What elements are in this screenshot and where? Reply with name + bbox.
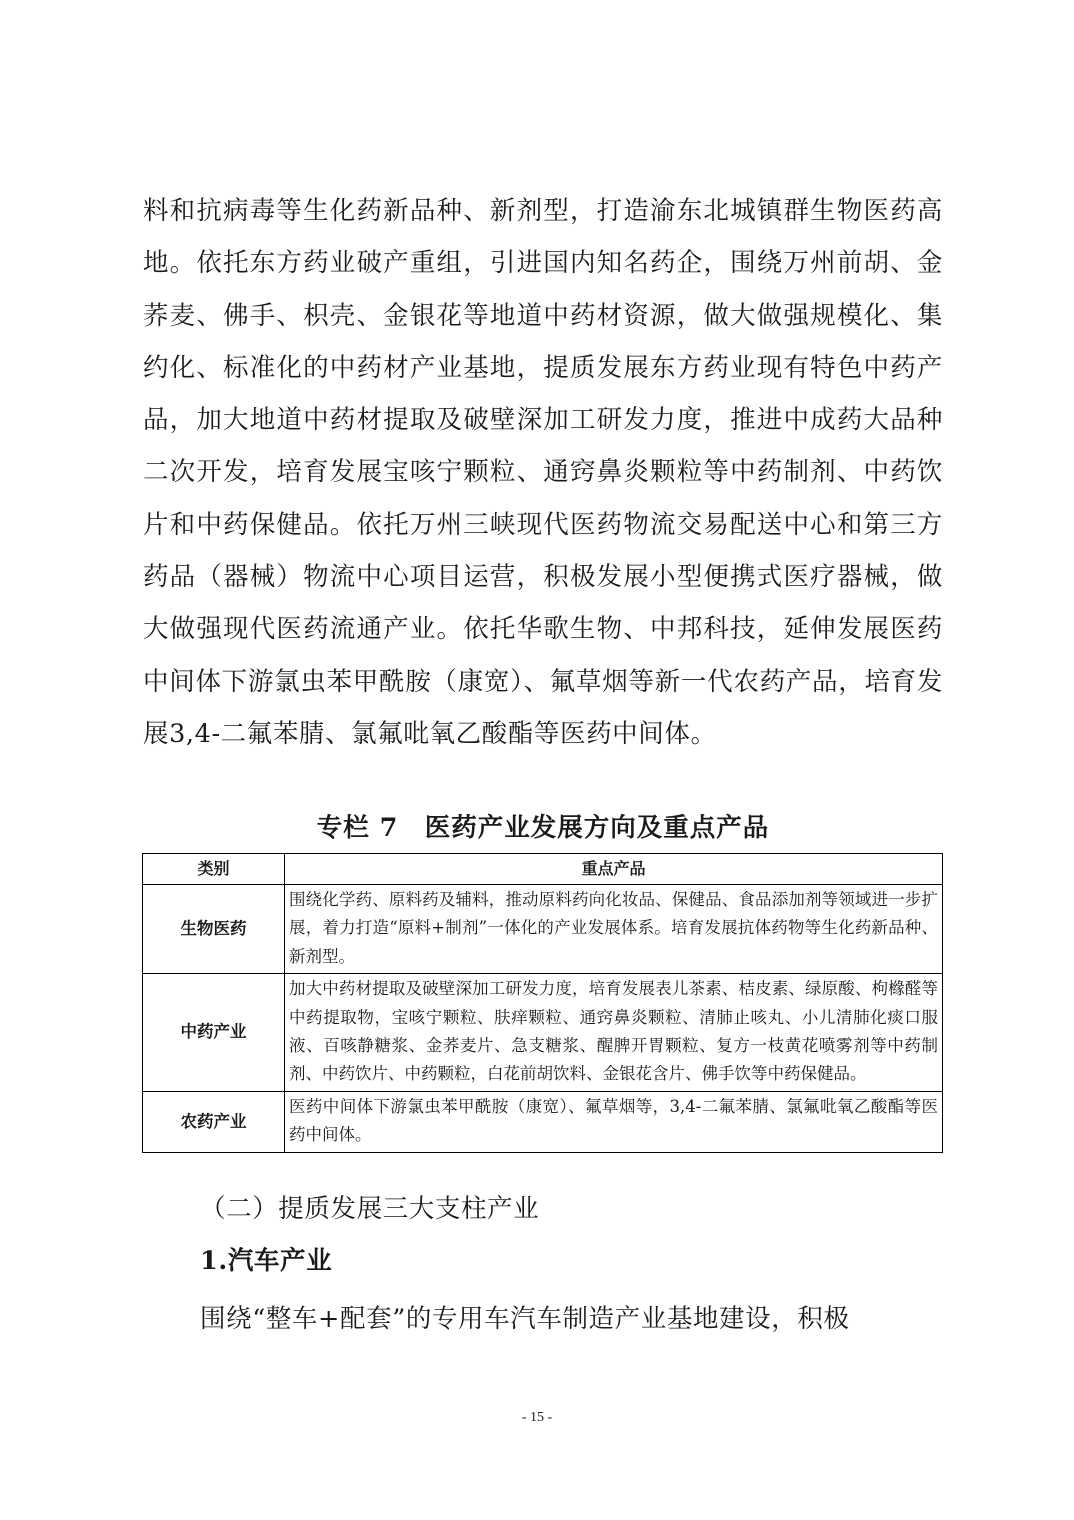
table-row — [143, 1091, 943, 1152]
row-products: 加大中药材提取及破壁深加工研发力度，培育发展表儿茶素、桔皮素、绿原酸、枸橼醛等中药提取物，宝咳宁颗粒、肤痒颗粒、通窍鼻炎颗粒、清肺止咳丸、小儿清肺化痰口服液、百咳静糖浆、金荞麦片、急支糖浆、醒脾开胃颗粒、复方一枝黄花喷雾剂等中药制剂、中药饮片、中药颗粒，白花前胡饮料、金银花含片、佛手饮等中药保健品。 — [285, 974, 943, 1092]
header-category: 类别 — [143, 854, 285, 885]
box-title: 专栏 7 医药产业发展方向及重点产品 — [316, 813, 770, 843]
key-products-table — [142, 853, 943, 1153]
paragraph-text: 料和抗病毒等生化药新品种、新剂型，打造渝东北城镇群生物医药高地。依托东方药业破产重组，引进国内知名药企，围绕万州前胡、金荞麦、佛手、枳壳、金银花等地道中药材资源，做大做强规模化、集约化、标准化的中药材产业基地，提质发展东方药业现有特色中药产品，加大地道中药材提取及破壁深加工研发力度，推进中成药大品种二次开发，培育发展宝咳宁颗粒、通窍鼻炎颗粒等中药制剂、中药饮片和中药保健品。依托万州三峡现代医药物流交易配送中心和第三方药品（器械）物流中心项目运营，积极发展小型便携式医疗器械，做大做强现代医药流通产业。依托华歌生物、中邦科技，延伸发展医药中间体下游氯虫苯甲酰胺（康宽）、氟草烟等新一代农药产品，培育发展3,4-二氟苯腈、氯氟吡氧乙酸酯等医药中间体。 — [143, 196, 943, 749]
table-row — [143, 974, 943, 1092]
body-paragraph — [143, 185, 943, 760]
header-products: 重点产品 — [285, 854, 943, 885]
row-products: 医药中间体下游氯虫苯甲酰胺（康宽）、氟草烟等，3,4-二氟苯腈、氯氟吡氧乙酸酯等医药中间体。 — [285, 1091, 943, 1152]
row-category: 农药产业 — [143, 1091, 285, 1152]
table-row — [143, 885, 943, 974]
row-category: 生物医药 — [143, 885, 285, 974]
section-heading: 1.汽车产业 — [200, 1246, 333, 1276]
page-number: - 15 - — [521, 1410, 553, 1425]
subsection-heading: （二）提质发展三大支柱产业 — [200, 1194, 540, 1224]
section-paragraph: 围绕“整车+配套”的专用车汽车制造产业基地建设，积极 — [200, 1304, 850, 1334]
row-category: 中药产业 — [143, 974, 285, 1092]
row-products: 围绕化学药、原料药及辅料，推动原料药向化妆品、保健品、食品添加剂等领域进一步扩展，着力打造“原料+制剂”一体化的产业发展体系。培育发展抗体药物等生化药新品种、新剂型。 — [285, 885, 943, 974]
table-header-row — [143, 854, 943, 885]
